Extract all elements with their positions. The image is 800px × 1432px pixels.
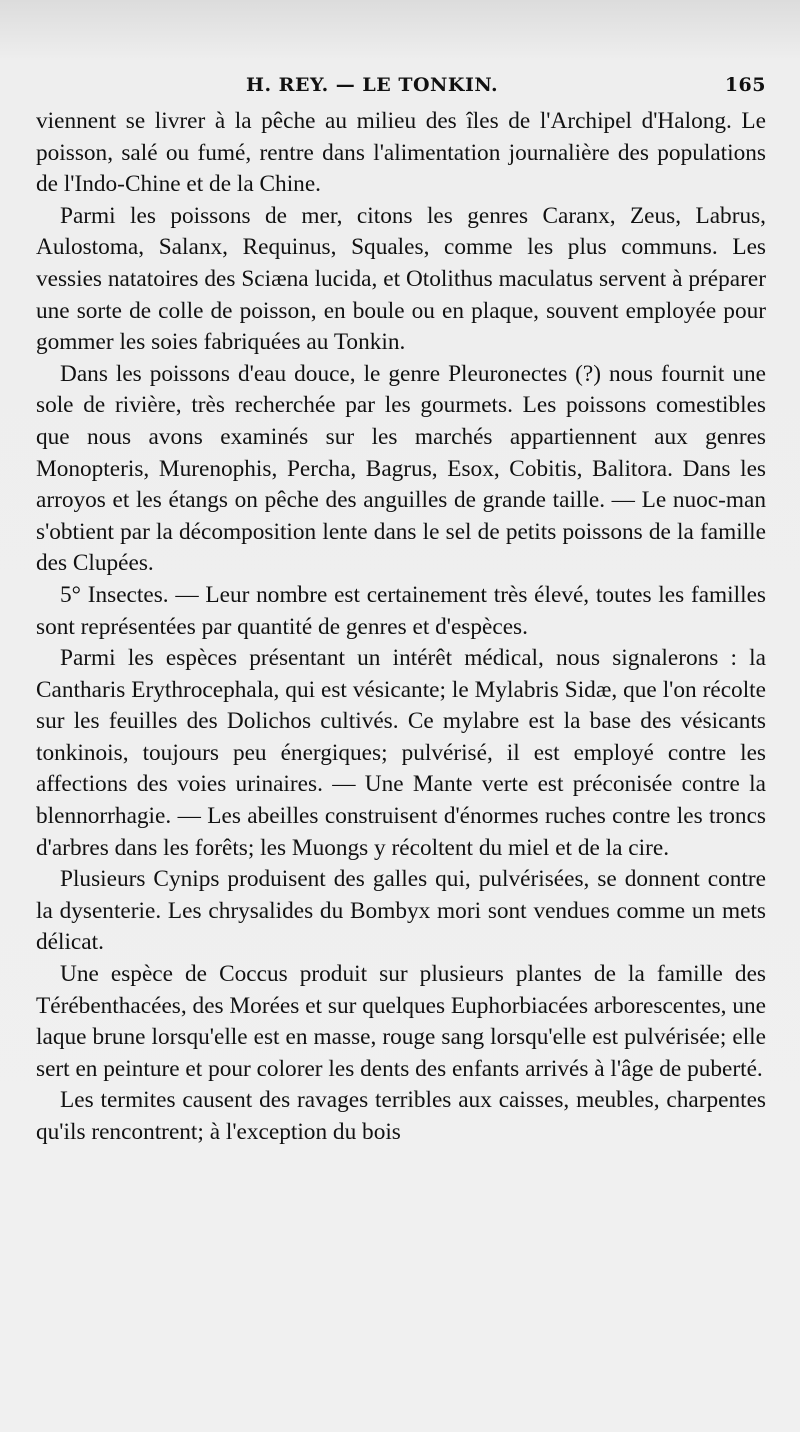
paragraph-1: viennent se livrer à la pêche au milieu des îles de l'Archipel d'Halong. Le poisson, salé ou fumé, rentre dans l'alimentation journalière des populations de l'Indo-Chine et de la Chine.	[36, 108, 766, 198]
page-number: 165	[724, 74, 766, 96]
paragraph-4: 5° Insectes. — Leur nombre est certainement très élevé, toutes les familles sont représentées par quantité de genres et d'espèces.	[36, 581, 766, 640]
running-title: H. REY. — LE TONKIN.	[246, 74, 499, 96]
paragraph-6: Plusieurs Cynips produisent des galles qui, pulvérisées, se donnent contre la dysenterie. Les chrysalides du Bombyx mori sont vendues comme un mets délicat.	[36, 866, 766, 956]
paragraph-7: Une espèce de Coccus produit sur plusieurs plantes de la famille des Térébenthacées, des Morées et sur quelques Euphorbiacées arborescentes, une laque brune lorsqu'elle est en masse, rouge sang lorsqu'elle est pulvérisée; elle sert en peinture et pour colorer les dents des enfants arrivés à l'âge de puberté.	[36, 961, 766, 1082]
paragraph-2: Parmi les poissons de mer, citons les genres Caranx, Zeus, Labrus, Aulostoma, Salanx, Requinus, Squales, comme les plus communs. Les vessies natatoires des Sciæna lucida, et Otolithus maculatus servent à préparer une sorte de colle de poisson, en boule ou en plaque, souvent employée pour gommer les soies fabriquées au Tonkin.	[36, 202, 766, 356]
paragraph-8: Les termites causent des ravages terribles aux caisses, meubles, charpentes qu'ils rencontrent; à l'exception du bois	[36, 1087, 766, 1145]
body-text	[36, 106, 766, 1149]
page-header	[36, 74, 766, 104]
paragraph-5: Parmi les espèces présentant un intérêt médical, nous signalerons : la Cantharis Erythrocephala, qui est vésicante; le Mylabris Sidæ, que l'on récolte sur les feuilles des Dolichos cultivés. Ce mylabre est la base des vésicants tonkinois, toujours peu énergiques; pulvérisé, il est employé contre les affections des voies urinaires. — Une Mante verte est préconisée contre la blennorrhagie. — Les abeilles construisent d'énormes ruches contre les troncs d'arbres dans les forêts; les Muongs y récoltent du miel et de la cire.	[36, 645, 766, 861]
paragraph-3: Dans les poissons d'eau douce, le genre Pleuronectes (?) nous fournit une sole de rivière, très recherchée par les gourmets. Les poissons comestibles que nous avons examinés sur les marchés appartiennent aux genres Monopteris, Murenophis, Percha, Bagrus, Esox, Cobitis, Balitora. Dans les arroyos et les étangs on pêche des anguilles de grande taille. — Le nuoc-man s'obtient par la décomposition lente dans le sel de petits poissons de la famille des Clupées.	[36, 360, 766, 577]
